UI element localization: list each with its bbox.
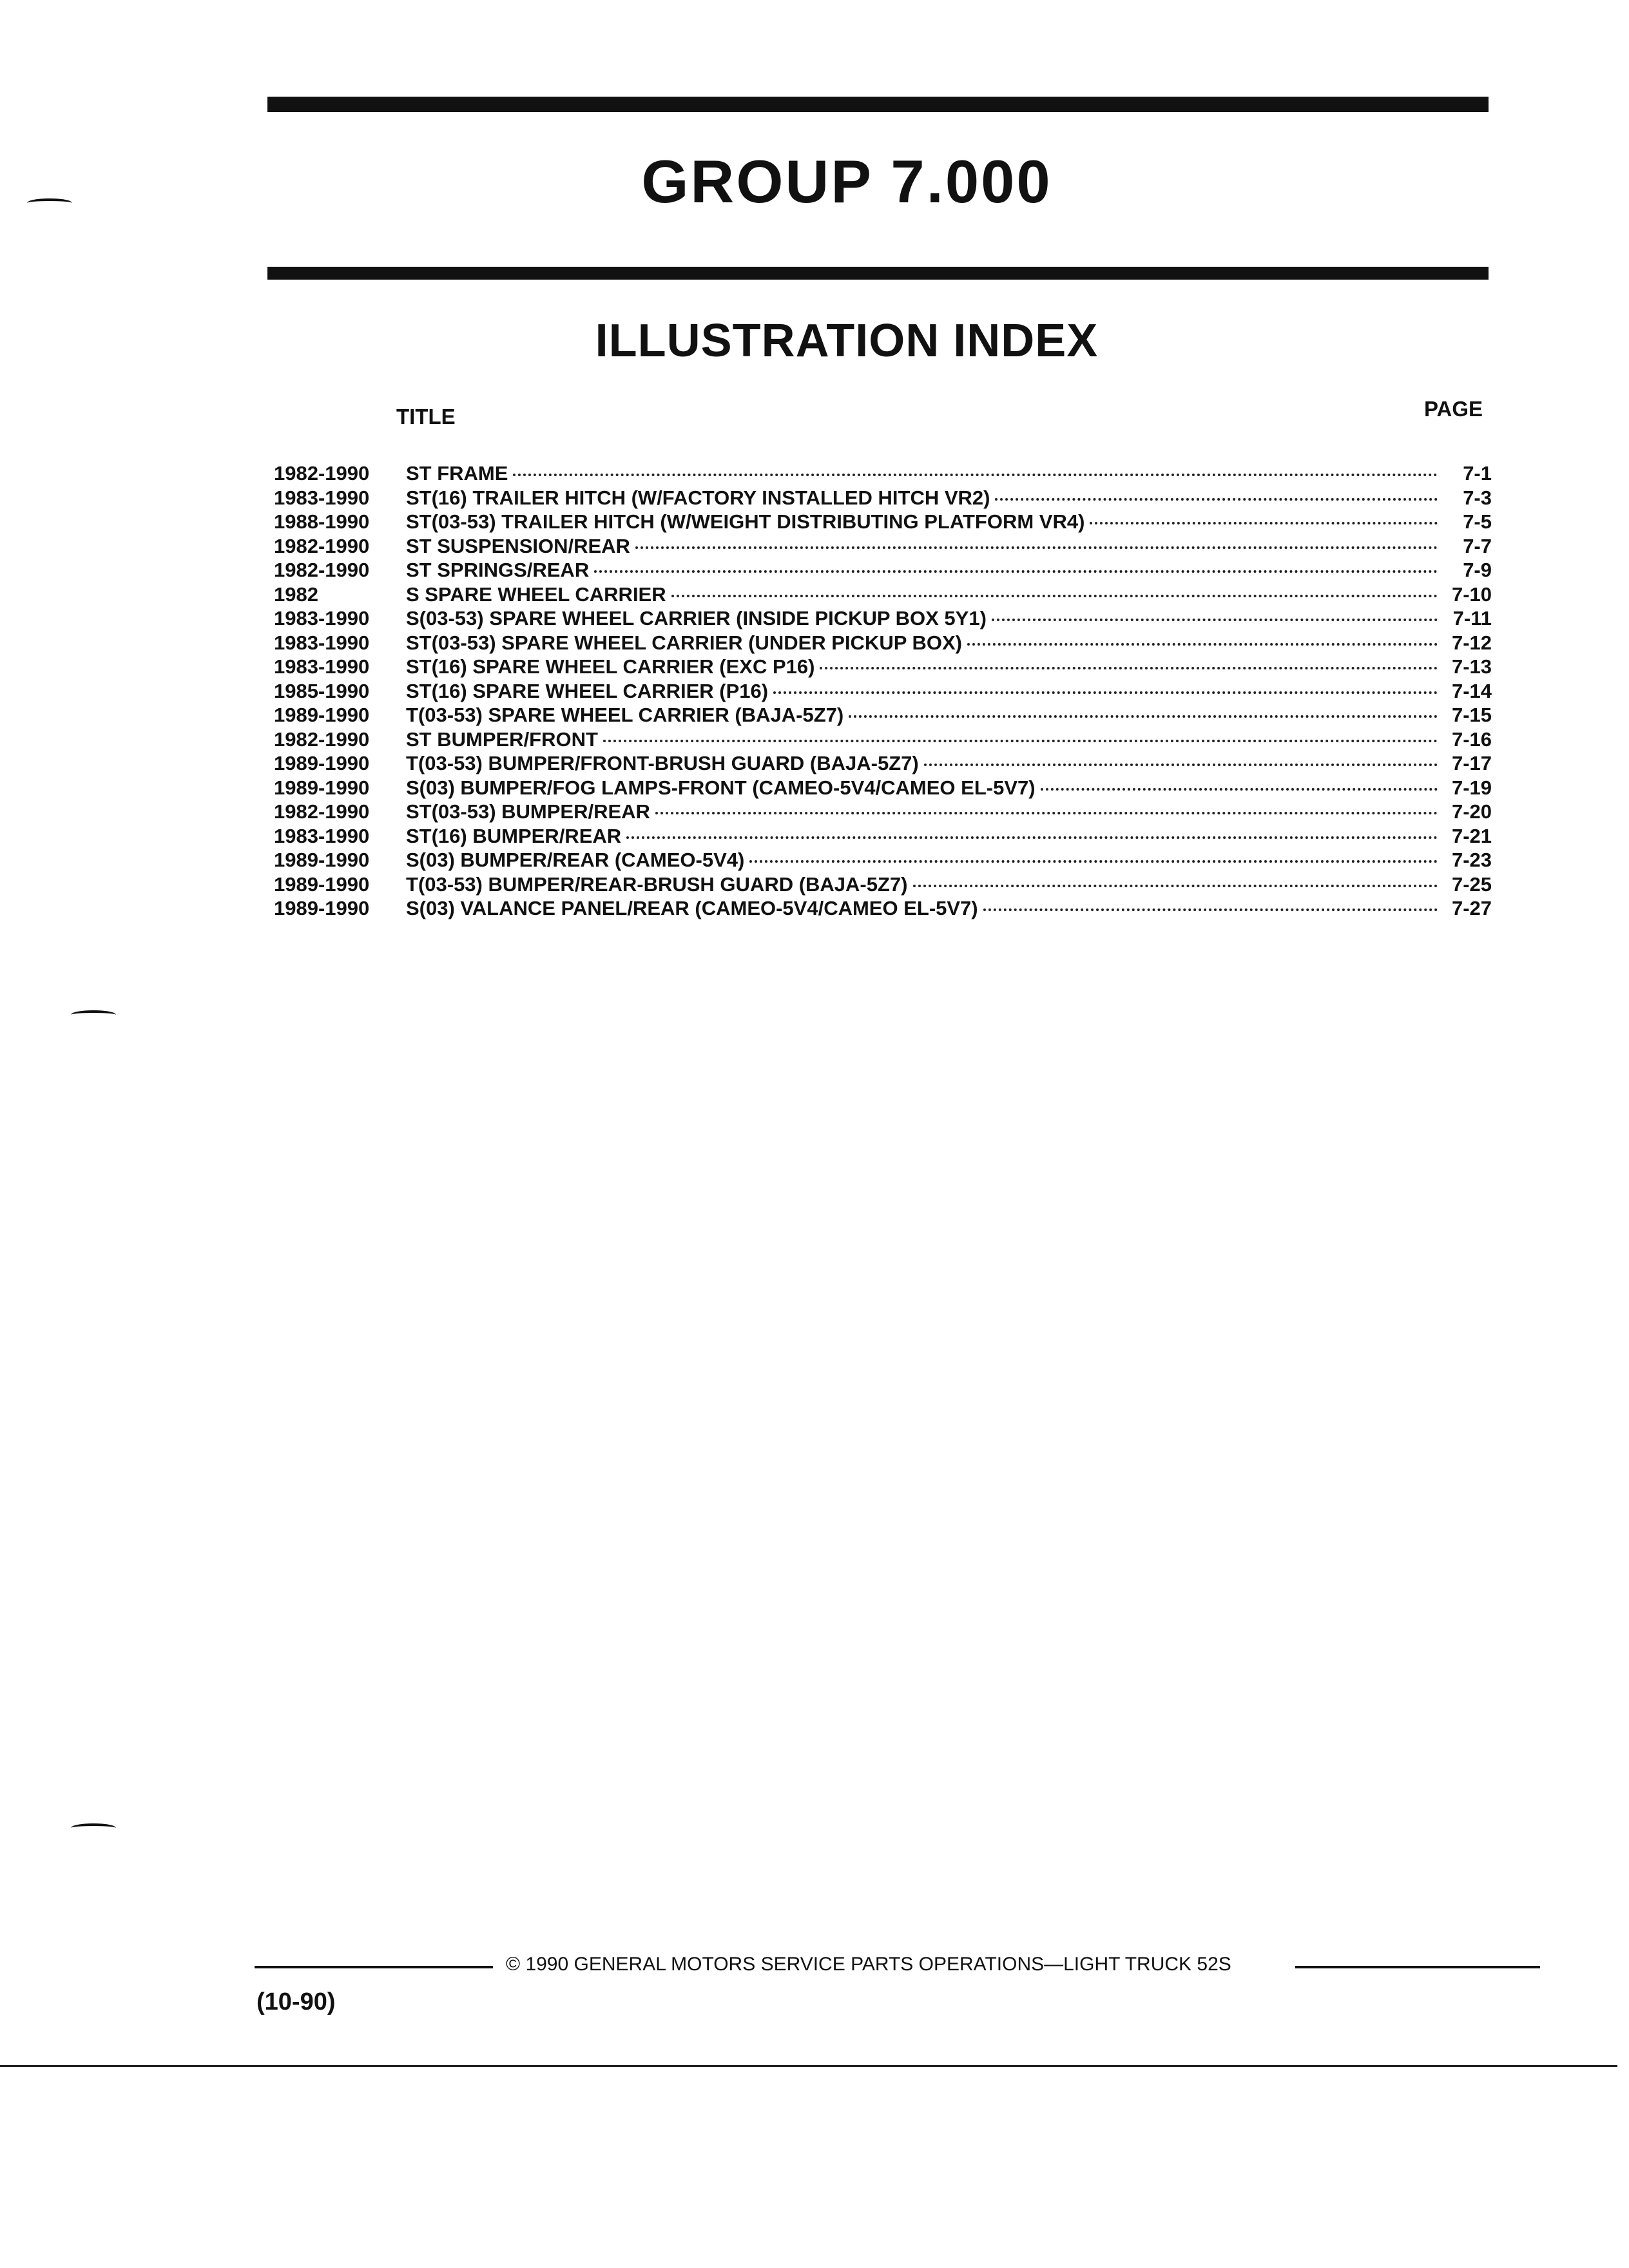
entry-years: 1989-1990 <box>274 849 370 871</box>
entry-page: 7-27 <box>1451 897 1492 919</box>
entry-title: ST SPRINGS/REAR <box>406 559 590 581</box>
entry-years: 1989-1990 <box>274 872 370 896</box>
binder-hole-mark <box>27 198 72 207</box>
copyright-notice: © 1990 GENERAL MOTORS SERVICE PARTS OPERATIONS—LIGHT TRUCK 52S <box>506 1954 1231 1975</box>
entry-title: ST BUMPER/FRONT <box>406 727 598 751</box>
entry-years: 1982-1990 <box>274 800 370 823</box>
page-column-header: PAGE <box>1424 397 1483 421</box>
entry-page: 7-16 <box>1451 727 1492 751</box>
entry-years: 1982-1990 <box>274 559 370 581</box>
dot-leader <box>992 619 1438 621</box>
dot-leader <box>635 546 1438 549</box>
top-rule <box>267 97 1489 112</box>
entry-title: ST(16) SPARE WHEEL CARRIER (P16) <box>406 679 769 702</box>
entry-title: S(03) VALANCE PANEL/REAR (CAMEO-5V4/CAMEO EL-5V7) <box>406 897 978 919</box>
dot-leader <box>1041 788 1438 791</box>
entry-years: 1983-1990 <box>274 655 370 678</box>
entry-page: 7-20 <box>1451 800 1492 823</box>
dot-leader <box>913 885 1438 887</box>
dot-leader <box>967 643 1438 646</box>
index-entry <box>274 558 1492 582</box>
entry-page: 7-14 <box>1451 679 1492 702</box>
entry-years: 1989-1990 <box>274 752 370 774</box>
entry-title: ST SUSPENSION/REAR <box>406 534 630 557</box>
entry-years: 1982-1990 <box>274 462 370 485</box>
entry-years: 1988-1990 <box>274 510 370 533</box>
index-entry <box>274 824 1492 849</box>
entry-page: 7-5 <box>1463 510 1492 533</box>
entry-page: 7-23 <box>1451 849 1492 871</box>
entry-page: 7-10 <box>1451 582 1492 606</box>
entry-title: ST(03-53) BUMPER/REAR <box>406 800 650 823</box>
index-entry <box>274 751 1492 776</box>
entry-title: T(03-53) SPARE WHEEL CARRIER (BAJA-5Z7) <box>406 704 844 726</box>
entry-years: 1985-1990 <box>274 679 370 702</box>
index-entry <box>274 679 1492 704</box>
binder-hole-mark <box>71 1010 116 1019</box>
group-title: GROUP 7.000 <box>641 148 1052 215</box>
entry-years: 1983-1990 <box>274 824 370 847</box>
entry-years: 1983-1990 <box>274 607 370 629</box>
entry-page: 7-9 <box>1463 559 1492 581</box>
index-entry <box>274 776 1492 800</box>
dot-leader <box>924 764 1438 766</box>
entry-page: 7-21 <box>1451 824 1492 847</box>
entry-years: 1983-1990 <box>274 486 370 509</box>
title-column-header: TITLE <box>396 405 456 428</box>
dot-leader <box>749 860 1438 863</box>
index-entry <box>274 461 1492 486</box>
dot-leader <box>655 812 1438 814</box>
dot-leader <box>1090 522 1438 524</box>
entry-page: 7-13 <box>1451 655 1492 678</box>
entry-page: 7-1 <box>1463 462 1492 485</box>
dot-leader <box>513 474 1438 476</box>
entry-title: T(03-53) BUMPER/REAR-BRUSH GUARD (BAJA-5Z7) <box>406 872 908 896</box>
dot-leader <box>671 595 1438 597</box>
index-entry <box>274 727 1492 752</box>
entry-years: 1982-1990 <box>274 534 370 557</box>
entry-page: 7-3 <box>1463 486 1492 509</box>
index-entry <box>274 655 1492 679</box>
entry-years: 1983-1990 <box>274 631 370 654</box>
dot-leader <box>773 691 1438 694</box>
revision-code: (10-90) <box>256 1988 336 2015</box>
footer-rule-right <box>1295 1966 1540 1968</box>
index-entry <box>274 606 1492 631</box>
index-title: ILLUSTRATION INDEX <box>595 315 1099 367</box>
entry-title: ST FRAME <box>406 462 508 485</box>
entry-page: 7-12 <box>1451 631 1492 654</box>
entry-years: 1982-1990 <box>274 727 370 751</box>
entry-title: S(03) BUMPER/REAR (CAMEO-5V4) <box>406 849 745 871</box>
entry-title: T(03-53) BUMPER/FRONT-BRUSH GUARD (BAJA-5Z7) <box>406 752 919 774</box>
entry-years: 1989-1990 <box>274 704 370 726</box>
entry-page: 7-11 <box>1452 607 1492 629</box>
index-entry <box>274 534 1492 559</box>
scan-edge-line <box>0 2065 1617 2067</box>
index-entry <box>274 582 1492 607</box>
dot-leader <box>995 498 1438 501</box>
footer-rule-left <box>255 1966 493 1968</box>
entry-title: S(03) BUMPER/FOG LAMPS-FRONT (CAMEO-5V4/CAMEO EL-5V7) <box>406 776 1036 799</box>
entry-years: 1989-1990 <box>274 897 370 919</box>
illustration-index-list <box>274 461 1492 921</box>
dot-leader <box>626 836 1438 839</box>
entry-years: 1982 <box>274 582 318 606</box>
dot-leader <box>603 740 1438 742</box>
entry-page: 7-19 <box>1451 776 1492 799</box>
dot-leader <box>983 908 1438 911</box>
dot-leader <box>594 570 1438 573</box>
entry-title: ST(16) BUMPER/REAR <box>406 824 622 847</box>
entry-years: 1989-1990 <box>274 776 370 799</box>
index-entry <box>274 800 1492 824</box>
entry-page: 7-25 <box>1451 872 1492 896</box>
entry-title: S(03-53) SPARE WHEEL CARRIER (INSIDE PICKUP BOX 5Y1) <box>406 607 987 629</box>
binder-hole-mark <box>71 1823 116 1832</box>
index-entry <box>274 848 1492 872</box>
dot-leader <box>820 667 1438 669</box>
entry-title: ST(16) SPARE WHEEL CARRIER (EXC P16) <box>406 655 815 678</box>
entry-title: ST(16) TRAILER HITCH (W/FACTORY INSTALLED HITCH VR2) <box>406 486 990 509</box>
entry-title: S SPARE WHEEL CARRIER <box>406 582 666 606</box>
index-entry <box>274 703 1492 727</box>
index-entry <box>274 486 1492 510</box>
divider-rule <box>267 267 1489 280</box>
entry-page: 7-17 <box>1451 752 1492 774</box>
entry-title: ST(03-53) SPARE WHEEL CARRIER (UNDER PICKUP BOX) <box>406 631 962 654</box>
entry-title: ST(03-53) TRAILER HITCH (W/WEIGHT DISTRIBUTING PLATFORM VR4) <box>406 510 1085 533</box>
entry-page: 7-7 <box>1463 534 1492 557</box>
index-entry <box>274 631 1492 655</box>
dot-leader <box>849 715 1438 718</box>
index-entry <box>274 896 1492 921</box>
index-entry <box>274 510 1492 534</box>
index-entry <box>274 872 1492 897</box>
entry-page: 7-15 <box>1451 704 1492 726</box>
